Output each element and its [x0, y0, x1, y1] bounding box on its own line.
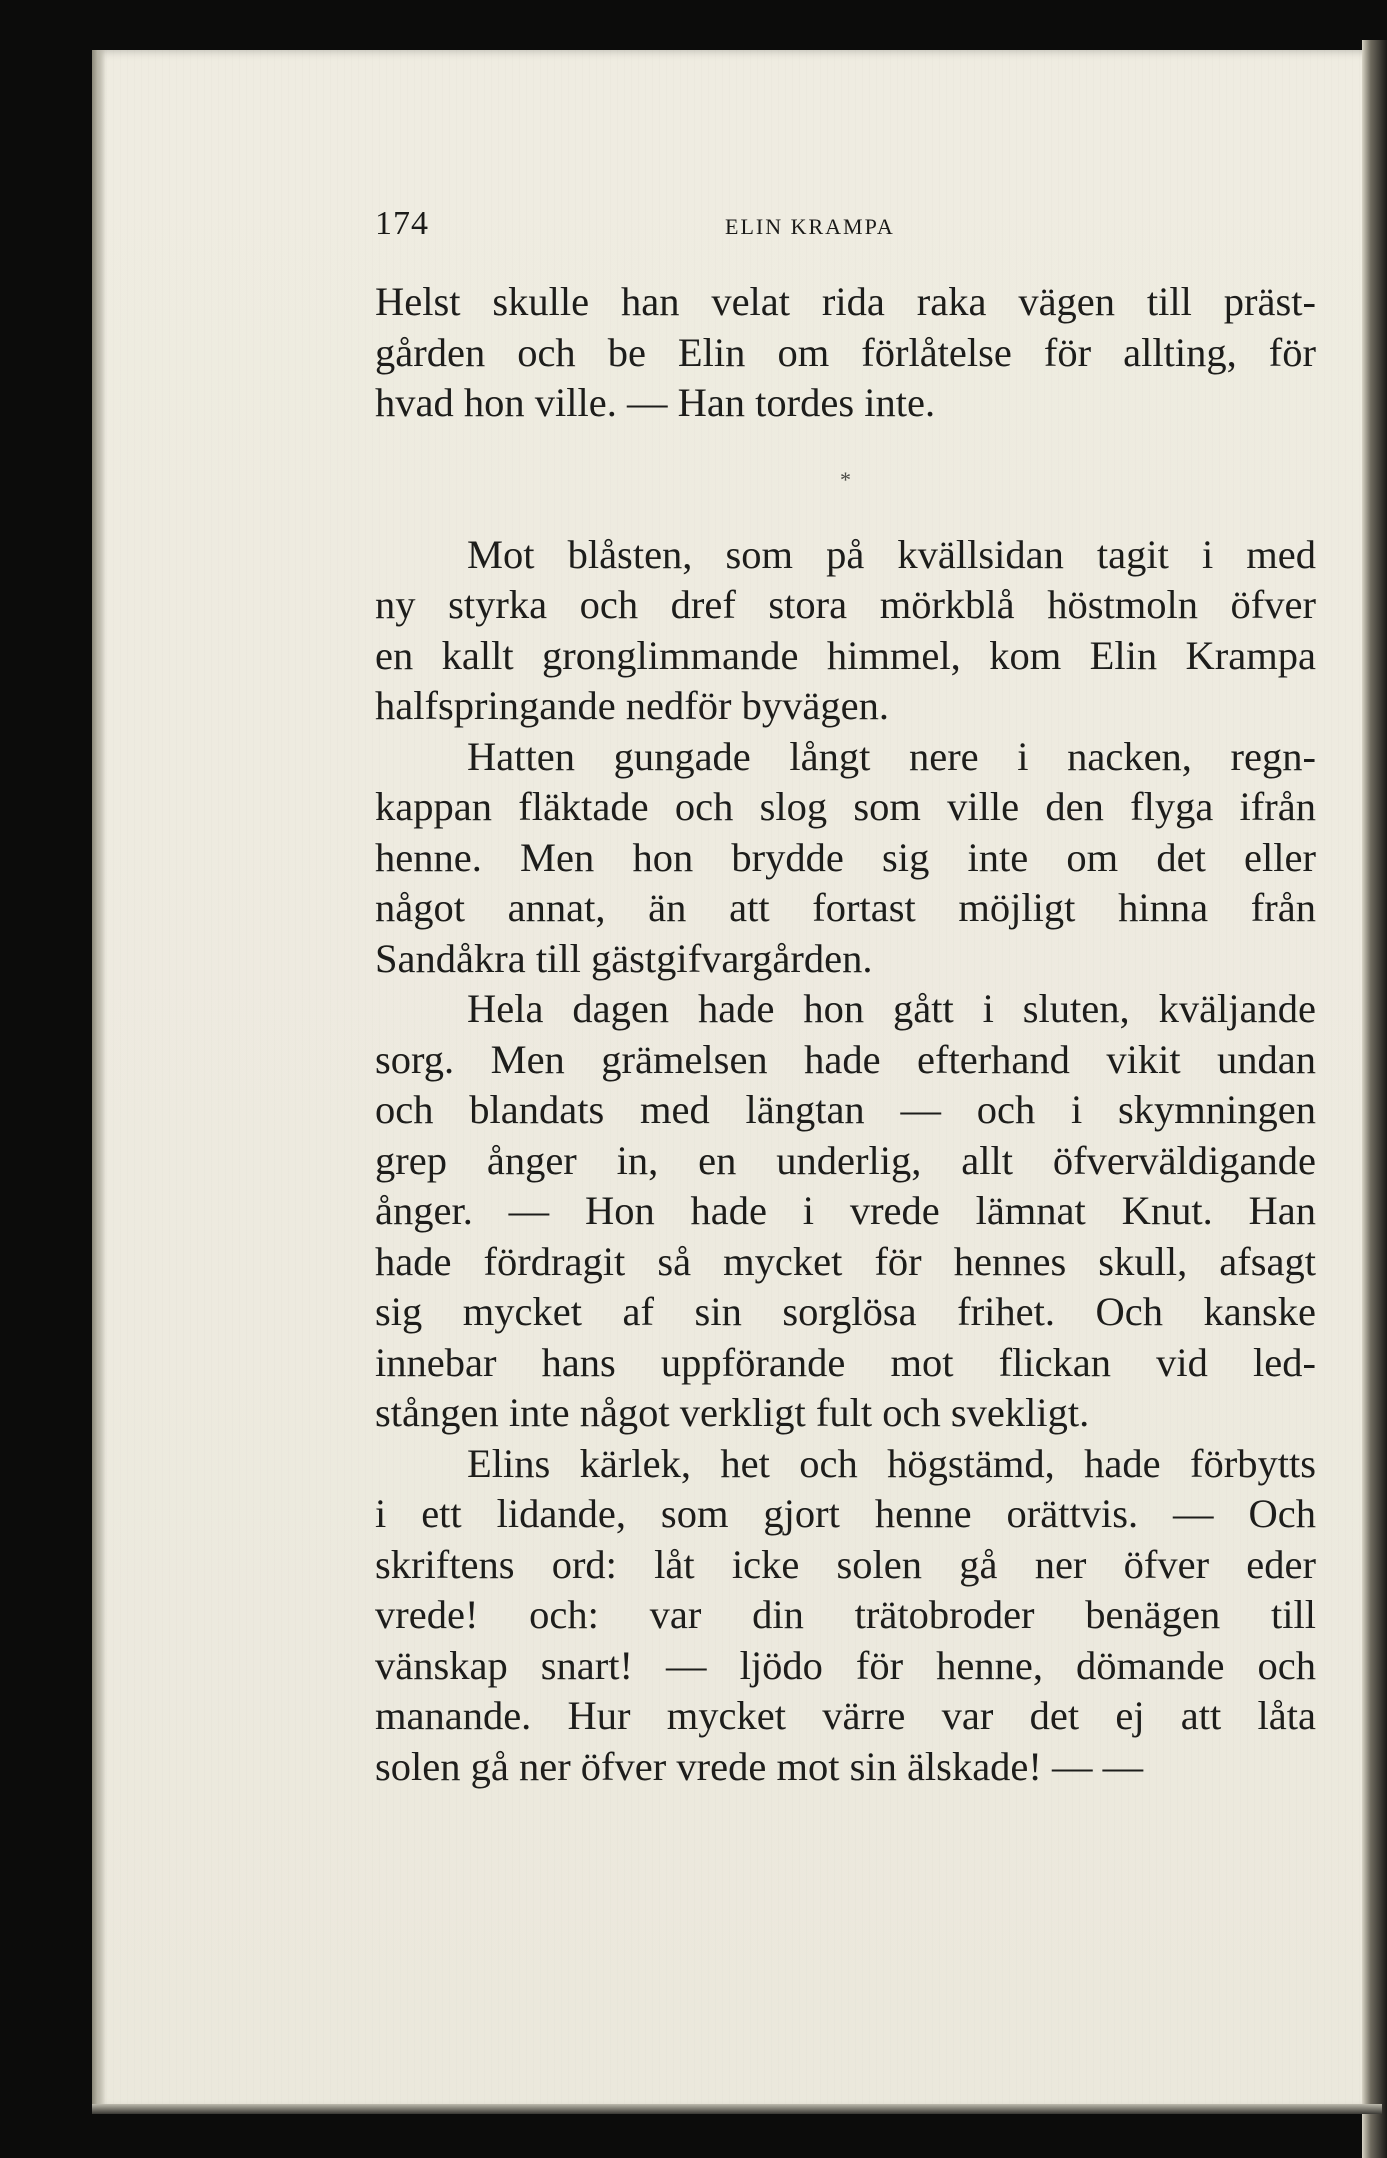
text-line: sig mycket af sin sorglösa frihet. Och kanske [375, 1289, 1316, 1334]
text-line: Hatten gungade långt nere i nacken, regn- [467, 733, 1316, 779]
text-line: kappan fläktade och slog som ville den flyga ifrån [375, 784, 1316, 829]
text-line: manande. Hur mycket värre var det ej att låta [375, 1693, 1316, 1738]
text-line: solen gå ner öfver vrede mot sin älskade! — — [375, 1743, 1144, 1789]
page-bottom-edge [92, 2104, 1382, 2114]
text-line: Helst skulle han velat rida raka vägen till präst- [375, 279, 1316, 324]
text-line: i ett lidande, som gjort henne orättvis. — Och [375, 1491, 1316, 1536]
text-line: en kallt gronglimmande himmel, kom Elin Krampa [375, 632, 1316, 678]
text-line: något annat, än att fortast möjligt hinna från [375, 885, 1316, 930]
page-gutter-shadow [92, 50, 106, 2110]
text-line: Elins kärlek, het och högstämd, hade förbytts [467, 1440, 1316, 1486]
text-line: sorg. Men grämelsen hade efterhand vikit undan [375, 1036, 1316, 1082]
text-line: innebar hans uppförande mot flickan vid led- [375, 1339, 1316, 1385]
running-head: ELIN KRAMPA [725, 214, 895, 239]
text-line: Hela dagen hade hon gått i sluten, kväljande [467, 986, 1316, 1031]
text-line: gården och be Elin om förlåtelse för allting, för [375, 329, 1316, 375]
text-line: vänskap snart! — ljödo för henne, dömande och [375, 1642, 1316, 1688]
page-right-edge [1362, 40, 1387, 2158]
body-text [375, 277, 1316, 1792]
text-line: henne. Men hon brydde sig inte om det eller [375, 834, 1316, 880]
text-line: Mot blåsten, som på kvällsidan tagit i med [467, 531, 1316, 577]
text-line: grep ånger in, en underlig, allt öfverväldigande [375, 1137, 1316, 1183]
text-line: Sandåkra till gästgifvargården. [375, 935, 873, 981]
section-separator: * [840, 466, 851, 492]
text-line: hvad hon ville. — Han tordes inte. [375, 380, 936, 425]
text-line: ny styrka och dref stora mörkblå höstmoln öfver [375, 582, 1316, 627]
text-line: stången inte något verkligt fult och svekligt. [375, 1390, 1090, 1435]
text-line: ånger. — Hon hade i vrede lämnat Knut. Han [375, 1188, 1316, 1233]
text-line: halfspringande nedför byvägen. [375, 683, 889, 728]
page-header [375, 205, 1325, 255]
page-number: 174 [375, 205, 429, 242]
text-line: vrede! och: var din trätobroder benägen till [375, 1592, 1316, 1637]
text-line: och blandats med längtan — och i skymningen [375, 1087, 1316, 1132]
text-line: hade fördragit så mycket för hennes skull, afsagt [375, 1238, 1316, 1284]
text-line: skriftens ord: låt icke solen gå ner öfver eder [375, 1541, 1316, 1587]
